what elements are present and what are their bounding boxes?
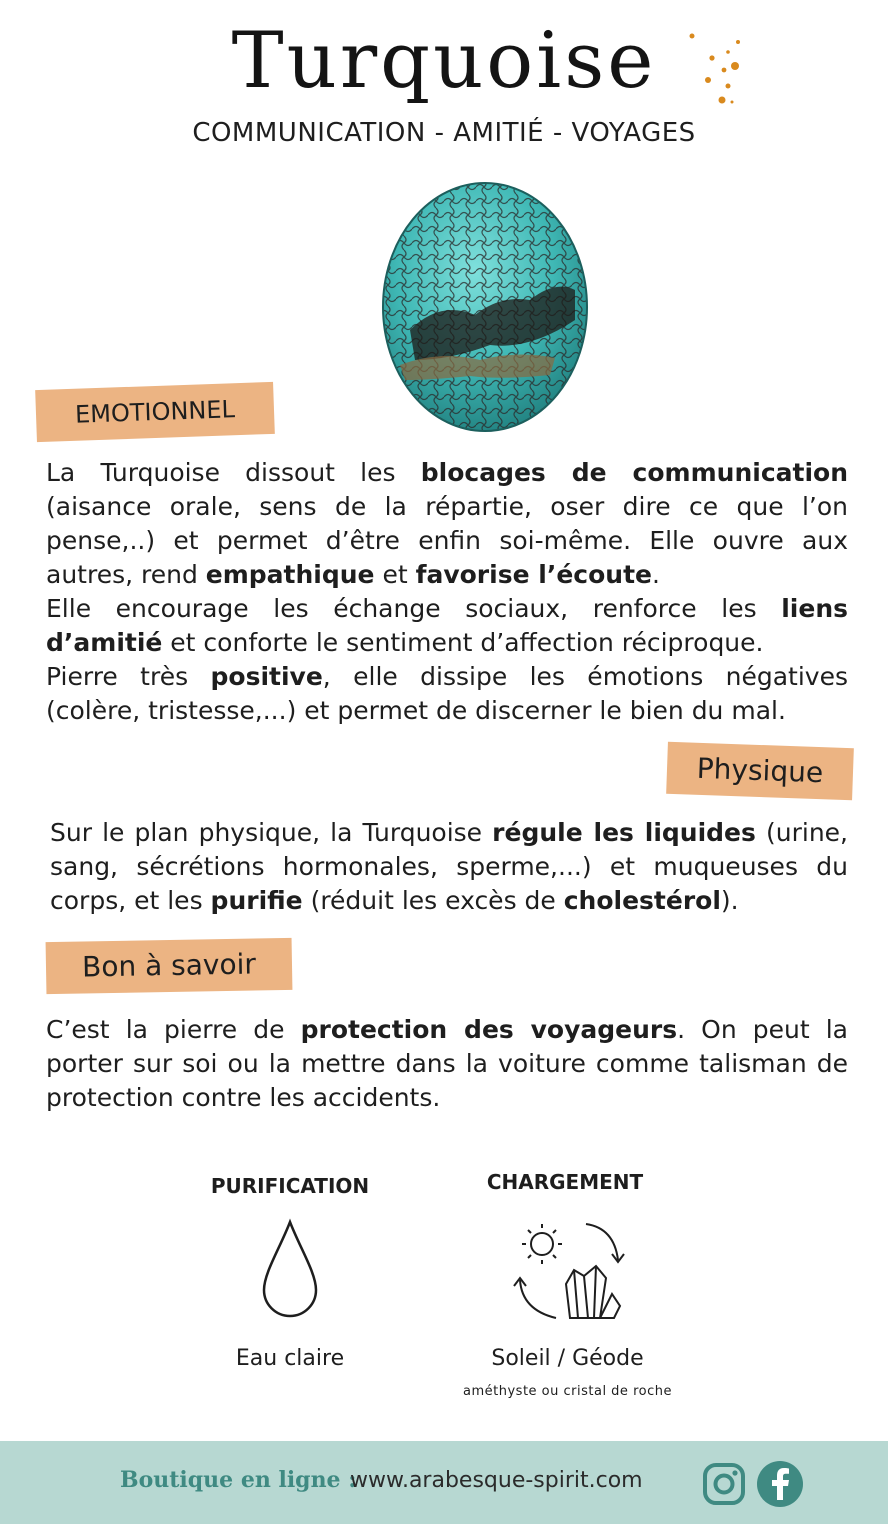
purification-caption: Eau claire <box>235 1346 345 1371</box>
instagram-icon[interactable] <box>702 1462 746 1506</box>
chargement-heading: CHARGEMENT <box>486 1170 644 1194</box>
footer-shop-label: Boutique en ligne : <box>120 1467 357 1493</box>
section-label-bon-a-savoir: Bon à savoir <box>46 938 293 994</box>
footer-shop-link[interactable]: www.arabesque-spirit.com <box>350 1468 643 1493</box>
physique-text: Sur le plan physique, la Turquoise régule les liquides (urine, sang, sécrétions hormonales, sperme,...) et muqueuses du corps, et les purifie (réduit les excès de cholestérol). <box>50 818 848 915</box>
facebook-icon[interactable] <box>756 1460 804 1508</box>
page-subtitle: COMMUNICATION - AMITIÉ - VOYAGES <box>192 118 696 148</box>
section-label-physique: Physique <box>666 742 854 800</box>
sun-crystal-cycle-icon <box>500 1210 640 1330</box>
turquoise-stone-image <box>380 180 590 435</box>
bon-a-savoir-text: C’est la pierre de protection des voyageurs. On peut la porter sur soi ou la mettre dans la voiture comme talisman de protection contre les accidents. <box>46 1015 848 1112</box>
chargement-subcaption: améthyste ou cristal de roche <box>463 1384 672 1399</box>
emotionnel-text: La Turquoise dissout les blocages de communication (aisance orale, sens de la répartie, oser dire ce que l’on pense,..) et permet d’être enfin soi-même. Elle ouvre aux autres, rend empathique et favorise l’écoute. Elle encourage les échange sociaux, renforce les liens d’amitié et conforte le sentiment d’affection réciproque. Pierre très positive, elle dissipe les émotions négatives (colère, tristesse,...) et permet de discerner le bien du mal. <box>46 458 849 725</box>
section-label-emotionnel: EMOTIONNEL <box>35 382 275 442</box>
page-title: Turquoise <box>231 16 657 106</box>
purification-heading: PURIFICATION <box>210 1174 370 1198</box>
water-drop-icon <box>258 1218 322 1318</box>
chargement-caption: Soleil / Géode <box>491 1346 644 1371</box>
paint-splash-decoration <box>680 30 760 110</box>
